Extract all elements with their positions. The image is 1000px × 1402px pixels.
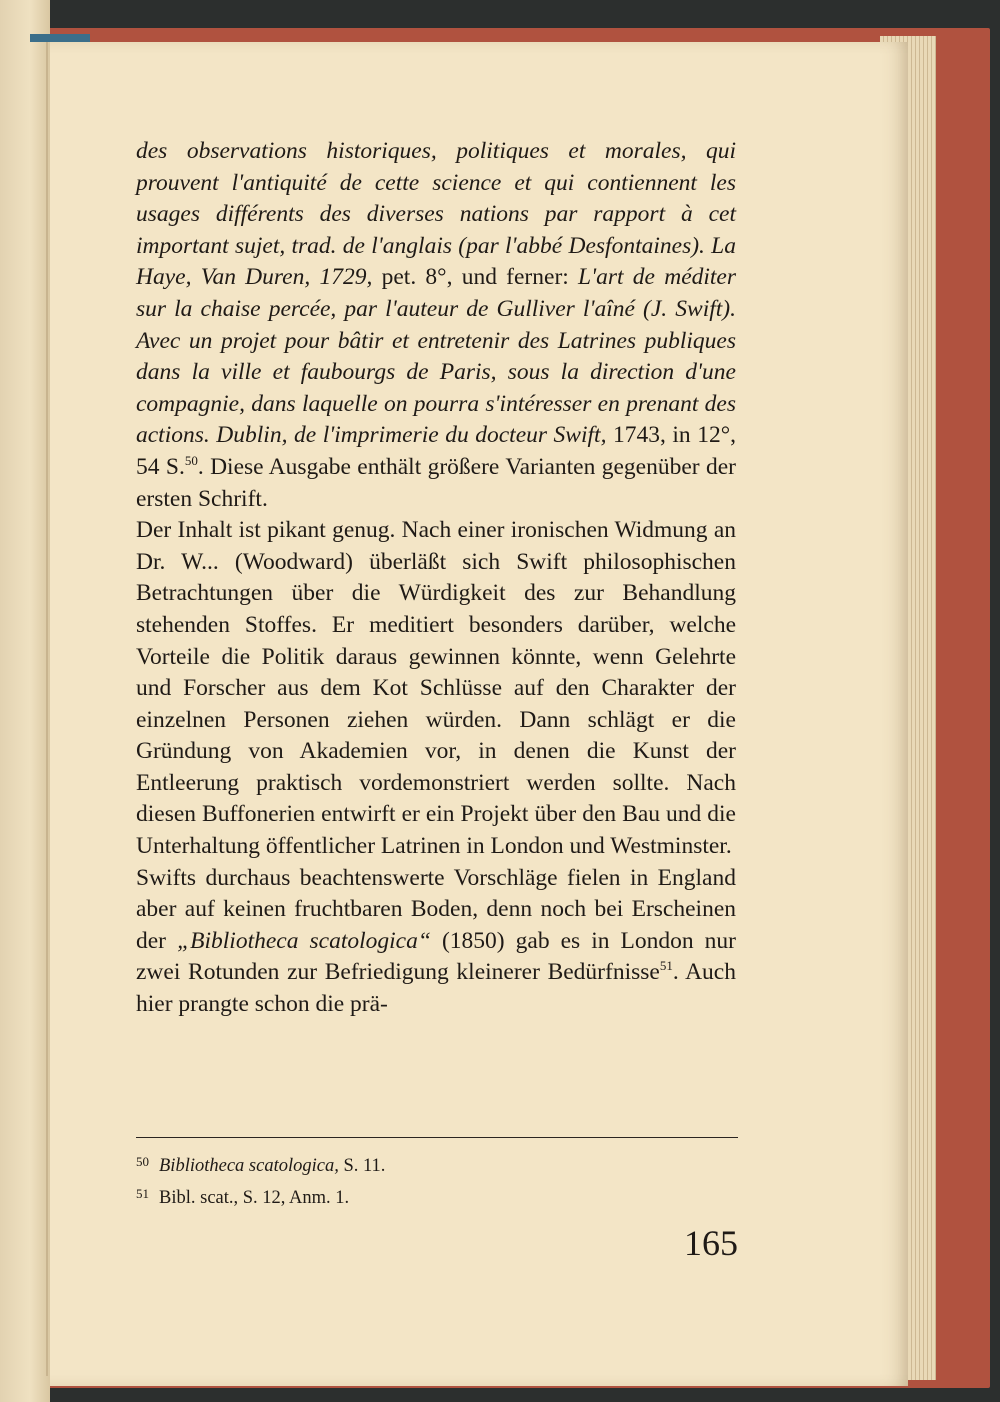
page-number: 165 <box>684 1223 738 1263</box>
german-text: 1743, in 12°, 54 S. <box>136 422 736 480</box>
paragraph-text: Swifts durchaus beachtenswerte Vorschläge fielen in England aber auf keinen fruchtbaren Boden, denn noch bei Erscheinen der <box>136 864 736 954</box>
french-citation: des observations historiques, politiques et morales, qui prouvent l'antiquité de cette science et qui contiennent les usages différents des diverses nations par rapport à cet important sujet, trad. de l'anglais (par l'abbé Desfontaines). La Haye, Van Duren, 1729, <box>136 138 736 291</box>
body-text <box>136 136 736 1021</box>
footnote-51 <box>136 1180 736 1212</box>
book-title: „Bibliotheca scatologica“ <box>177 927 431 954</box>
footnote-title: Bibliotheca scatologica, <box>159 1156 339 1176</box>
paragraph-text: . Auch hier prangte schon die prä- <box>136 959 736 1018</box>
footnotes <box>136 1148 736 1212</box>
paragraph-1 <box>136 136 736 515</box>
paragraph-3 <box>136 863 736 1021</box>
paragraph-text: (1850) gab es in London nur zwei Rotunden zur Befriedigung kleinerer Bedürfnisse <box>136 927 737 986</box>
facing-page-edge <box>0 0 50 1402</box>
footnote-text: S. 11. <box>343 1156 386 1176</box>
german-text: pet. 8°, und ferner: <box>381 264 569 291</box>
paragraph-2: Der Inhalt ist pikant genug. Nach einer ironischen Widmung an Dr. W... (Woodward) überläßt sich Swift philosophischen Betrachtungen über die Würdigkeit des zur Behandlung stehenden Stoffes. Er meditiert besonders darüber, welche Vorteile die Politik daraus gewinnen könnte, wenn Gelehrte und Forscher aus dem Kot Schlüsse auf den Charakter der einzelnen Personen ziehen würden. Dann schlägt er die Gründung von Akademien vor, in denen die Kunst der Entleerung praktisch vordemonstriert werden sollte. Nach diesen Buffonerien entwirft er ein Projekt über den Bau und die Unterhaltung öffentlicher Latrinen in London und Westminster. <box>136 517 736 860</box>
german-text: . Diese Ausgabe enthält größere Varianten gegenüber der ersten Schrift. <box>136 453 736 512</box>
footnote-ref[interactable]: 51 <box>659 958 673 974</box>
footnote-text: Bibl. scat., S. 12, Anm. 1. <box>159 1188 350 1208</box>
footnote-50 <box>136 1148 736 1180</box>
bookmark-ribbon <box>30 34 90 42</box>
gutter-line <box>46 36 48 1376</box>
footnote-number: 50 <box>136 1154 149 1169</box>
footnote-rule <box>136 1137 738 1138</box>
french-title: L'art de méditer sur la chaise percée, par l'auteur de Gulliver l'aîné (J. Swift). Avec un projet pour bâtir et entretenir des Latrines publiques dans la ville et faubourgs de Paris, sous la direction d'une compagnie, dans laquelle on pourra s'intéresser en prenant des actions. Dublin, de l'imprimerie du docteur Swift, <box>136 264 737 449</box>
footnote-number: 51 <box>136 1186 149 1201</box>
footnote-ref[interactable]: 50 <box>184 452 198 468</box>
